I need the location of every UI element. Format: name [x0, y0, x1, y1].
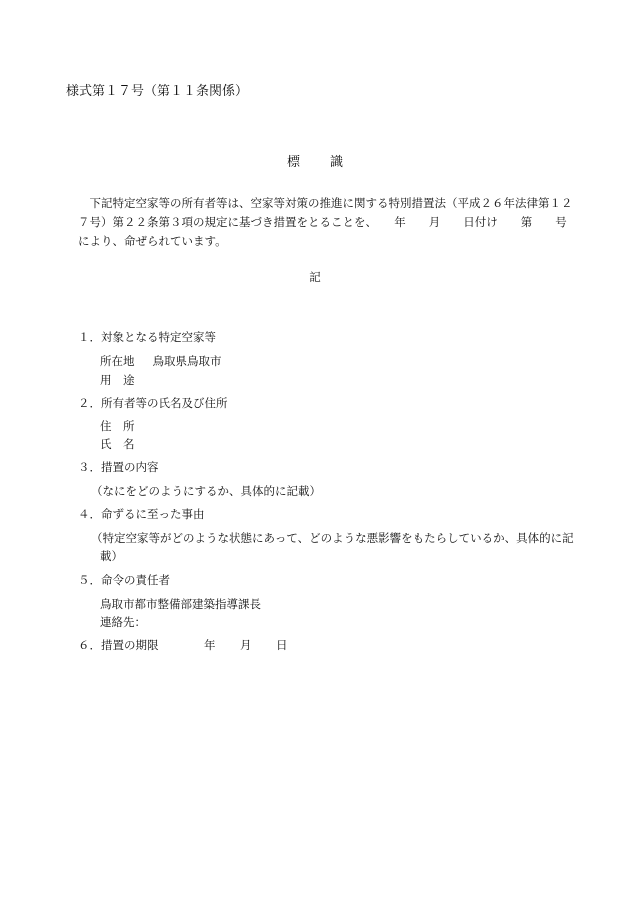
- address-label: 住 所: [100, 419, 135, 433]
- section-3-note: （なにをどのようにするか、具体的に記載）: [91, 484, 321, 498]
- page-title: 標識: [286, 155, 373, 170]
- section-1-use: [100, 373, 135, 387]
- section-2-address: [100, 419, 135, 433]
- section-6-heading: ６．措置の期限: [78, 638, 159, 652]
- deadline-date: [0, 638, 630, 652]
- location-value: 鳥取県鳥取市: [152, 354, 222, 368]
- section-4-note-line-2: 載）: [100, 549, 123, 563]
- deadline-month: 月: [240, 638, 252, 652]
- intro-line-3: により、命ぜられています。: [78, 234, 227, 248]
- use-label: 用 途: [100, 373, 135, 387]
- form-number: 様式第１７号（第１１条関係）: [66, 84, 249, 99]
- ki-heading: 記: [309, 270, 321, 284]
- contact-label: 連絡先：: [100, 615, 146, 629]
- section-2-name: [100, 437, 135, 451]
- section-4-note-line-1: （特定空家等がどのような状態にあって、どのような悪影響をもたらしているか、具体的に記: [91, 531, 574, 545]
- section-5-heading: ５．命令の責任者: [78, 573, 170, 587]
- name-label: 氏 名: [100, 437, 135, 451]
- section-1-heading: １．対象となる特定空家等: [78, 330, 216, 344]
- deadline-day: 日: [276, 638, 288, 652]
- section-3-heading: ３．措置の内容: [78, 460, 159, 474]
- location-label: 所在地: [100, 354, 135, 368]
- intro-line-1: 下記特定空家等の所有者等は、空家等対策の推進に関する特別措置法（平成２６年法律第１２: [78, 196, 573, 210]
- section-2-heading: ２．所有者等の氏名及び住所: [78, 396, 228, 410]
- deadline-year: 年: [204, 638, 216, 652]
- section-1-location: [100, 354, 222, 368]
- intro-line-2: ７号）第２２条第３項の規定に基づき措置をとることを、 年 月 日付け 第 号: [78, 215, 567, 229]
- section-4-heading: ４．命ずるに至った事由: [78, 507, 205, 521]
- responsible-person: 鳥取市都市整備部建築指導課長: [100, 597, 261, 611]
